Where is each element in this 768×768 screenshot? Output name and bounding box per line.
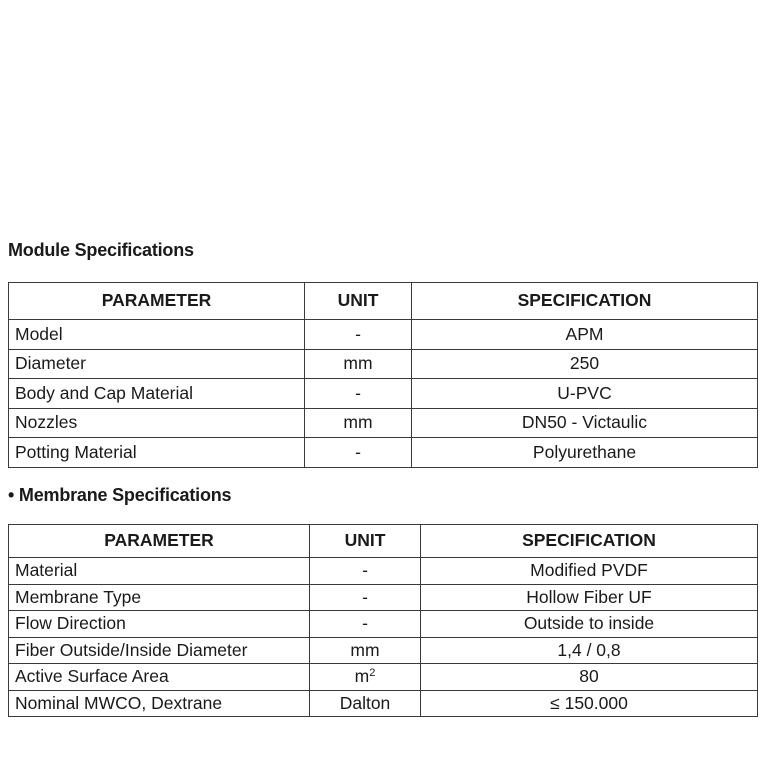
specification-cell: Polyurethane (412, 438, 758, 468)
table-row (9, 320, 758, 350)
parameter-cell: Flow Direction (9, 611, 310, 638)
unit-cell: mm (305, 408, 412, 438)
table-row (9, 611, 758, 638)
table-row (9, 558, 758, 585)
table-row (9, 584, 758, 611)
specification-cell: DN50 - Victaulic (412, 408, 758, 438)
table-row (9, 690, 758, 717)
module-specifications-title: Module Specifications (8, 240, 194, 260)
unit-cell: mm (305, 349, 412, 379)
unit-cell: - (305, 438, 412, 468)
specification-cell: 80 (421, 664, 758, 691)
table-row (9, 637, 758, 664)
specification-cell: Outside to inside (421, 611, 758, 638)
parameter-cell: Body and Cap Material (9, 379, 305, 409)
header-specification: SPECIFICATION (412, 283, 758, 320)
header-parameter: PARAMETER (9, 525, 310, 558)
membrane-specifications-table (8, 524, 758, 717)
table-row (9, 664, 758, 691)
specification-cell: ≤ 150.000 (421, 690, 758, 717)
unit-text: m (354, 666, 370, 686)
header-unit: UNIT (305, 283, 412, 320)
table-row (9, 438, 758, 468)
unit-cell: - (305, 320, 412, 350)
parameter-cell: Membrane Type (9, 584, 310, 611)
table-row (9, 408, 758, 438)
specification-cell: 250 (412, 349, 758, 379)
unit-cell: - (305, 379, 412, 409)
specification-cell: APM (412, 320, 758, 350)
table-header-row (9, 283, 758, 320)
header-unit: UNIT (310, 525, 421, 558)
parameter-cell: Diameter (9, 349, 305, 379)
parameter-cell: Model (9, 320, 305, 350)
unit-cell: - (310, 584, 421, 611)
specification-cell: U-PVC (412, 379, 758, 409)
parameter-cell: Nominal MWCO, Dextrane (9, 690, 310, 717)
specification-cell: Modified PVDF (421, 558, 758, 585)
table-row (9, 349, 758, 379)
specification-cell: Hollow Fiber UF (421, 584, 758, 611)
specification-cell: 1,4 / 0,8 (421, 637, 758, 664)
unit-cell: - (310, 611, 421, 638)
unit-cell: - (310, 558, 421, 585)
parameter-cell: Active Surface Area (9, 664, 310, 691)
header-specification: SPECIFICATION (421, 525, 758, 558)
unit-superscript: 2 (369, 667, 376, 679)
unit-cell: mm (310, 637, 421, 664)
unit-cell (310, 664, 421, 691)
table-row (9, 379, 758, 409)
parameter-cell: Nozzles (9, 408, 305, 438)
membrane-specifications-title: • Membrane Specifications (8, 485, 232, 505)
parameter-cell: Potting Material (9, 438, 305, 468)
parameter-cell: Material (9, 558, 310, 585)
header-parameter: PARAMETER (9, 283, 305, 320)
table-header-row (9, 525, 758, 558)
unit-cell: Dalton (310, 690, 421, 717)
module-specifications-table (8, 282, 758, 468)
parameter-cell: Fiber Outside/Inside Diameter (9, 637, 310, 664)
